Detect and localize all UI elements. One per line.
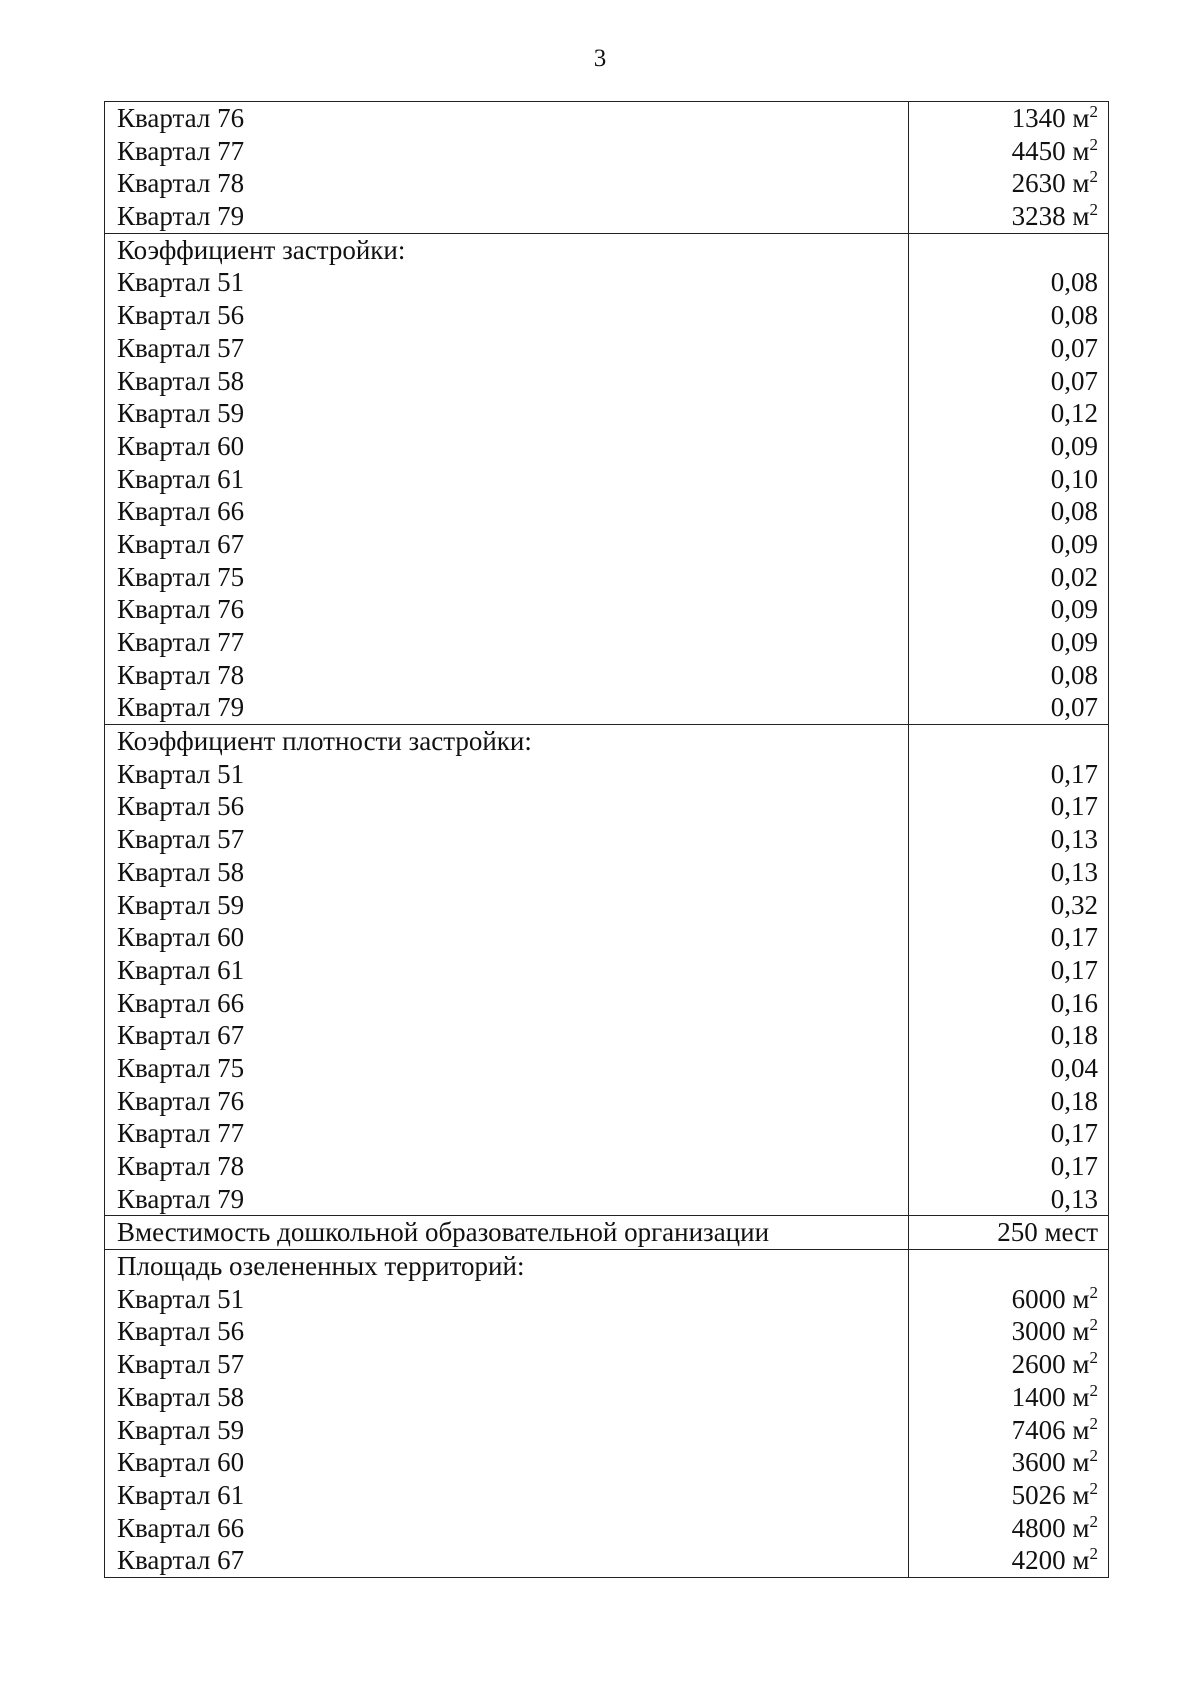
group-header: Коэффициент плотности застройки: [117, 726, 532, 757]
block-label: Квартал 56 [117, 300, 245, 331]
unit-superscript: 2 [1089, 1348, 1098, 1368]
value-text: 0,17 [1050, 954, 1098, 985]
block-value [909, 495, 1098, 528]
group-header-value: 250 мест [997, 1217, 1098, 1248]
value-text: 0,09 [1050, 594, 1098, 625]
block-value [909, 200, 1098, 233]
value-text: 0,13 [1050, 856, 1098, 887]
block-value [909, 463, 1098, 496]
block-label: Квартал 67 [117, 1020, 245, 1051]
value-text: 0,09 [1050, 528, 1098, 559]
block-value [909, 1315, 1098, 1348]
block-label: Квартал 76 [117, 594, 245, 625]
block-value [909, 954, 1098, 987]
block-label: Квартал 51 [117, 267, 245, 298]
value-text: 3600 м [1011, 1447, 1090, 1478]
block-label: Квартал 58 [117, 856, 245, 887]
block-label: Квартал 60 [117, 430, 245, 461]
value-text: 0,16 [1050, 987, 1098, 1018]
unit-superscript: 2 [1089, 1446, 1098, 1466]
block-label: Квартал 66 [117, 1512, 245, 1543]
block-value [909, 1085, 1098, 1118]
value-text: 0,13 [1050, 824, 1098, 855]
block-value [909, 1381, 1098, 1414]
group-header: Коэффициент застройки: [117, 234, 406, 265]
block-value [909, 266, 1098, 299]
value-text: 7406 м [1011, 1414, 1090, 1445]
indicator-value-cell [909, 1250, 1109, 1578]
block-value [909, 593, 1098, 626]
block-value [909, 135, 1098, 168]
block-label: Квартал 76 [117, 103, 245, 133]
block-value [909, 332, 1098, 365]
indicator-name-cell [105, 102, 909, 234]
block-label: Квартал 57 [117, 824, 245, 855]
block-label: Квартал 78 [117, 168, 245, 199]
group-header-value [909, 725, 1098, 758]
block-label: Квартал 79 [117, 1183, 245, 1214]
value-text: 2600 м [1011, 1349, 1090, 1380]
block-value [909, 1183, 1098, 1216]
page-number: 3 [593, 45, 607, 72]
block-label: Квартал 61 [117, 954, 245, 985]
block-value [909, 1512, 1098, 1545]
block-value [909, 823, 1098, 856]
block-value [909, 102, 1098, 135]
value-text: 0,17 [1050, 758, 1098, 789]
block-value [909, 365, 1098, 398]
block-value [909, 1117, 1098, 1150]
block-value [909, 167, 1098, 200]
block-label: Квартал 56 [117, 791, 245, 822]
block-label: Квартал 67 [117, 528, 245, 559]
value-text: 1340 м [1011, 103, 1090, 133]
value-text: 4200 м [1011, 1545, 1090, 1576]
value-text: 0,09 [1050, 430, 1098, 461]
value-text: 0,17 [1050, 791, 1098, 822]
group-header: Вместимость дошкольной образовательной организации [117, 1217, 770, 1248]
block-label: Квартал 78 [117, 659, 245, 690]
block-label: Квартал 60 [117, 1447, 245, 1478]
block-value [909, 921, 1098, 954]
block-value [909, 987, 1098, 1020]
block-label: Квартал 56 [117, 1316, 245, 1347]
block-label: Квартал 58 [117, 1381, 245, 1412]
value-text: 0,07 [1050, 332, 1098, 363]
block-value [909, 528, 1098, 561]
block-value [909, 1283, 1098, 1316]
block-value [909, 1479, 1098, 1512]
value-text: 0,09 [1050, 627, 1098, 657]
block-value [909, 1544, 1098, 1577]
block-label: Квартал 59 [117, 889, 245, 920]
block-value [909, 889, 1098, 922]
block-label: Квартал 79 [117, 201, 245, 232]
unit-superscript: 2 [1089, 102, 1098, 121]
indicator-name-cell [105, 1216, 909, 1250]
value-text: 0,17 [1050, 1151, 1098, 1181]
indicator-value-cell [909, 725, 1109, 1216]
block-label: Квартал 79 [117, 692, 245, 723]
value-text: 5026 м [1011, 1479, 1090, 1510]
indicator-name-cell [105, 725, 909, 1216]
block-label: Квартал 77 [117, 627, 245, 657]
block-value [909, 430, 1098, 463]
value-text: 0,04 [1050, 1052, 1098, 1083]
block-value [909, 691, 1098, 724]
value-text: 0,12 [1050, 398, 1098, 429]
value-text: 0,18 [1050, 1020, 1098, 1051]
value-text: 3000 м [1011, 1316, 1090, 1347]
value-text: 0,08 [1050, 300, 1098, 331]
unit-superscript: 2 [1089, 1315, 1098, 1335]
value-text: 0,10 [1050, 463, 1098, 494]
indicator-name-cell [105, 1250, 909, 1578]
block-value [909, 1414, 1098, 1447]
table-row-group [105, 233, 1109, 724]
indicator-value-cell [909, 1216, 1109, 1250]
value-text: 1400 м [1011, 1381, 1090, 1412]
value-text: 0,18 [1050, 1085, 1098, 1116]
block-value [909, 397, 1098, 430]
table-row-group [105, 102, 1109, 234]
block-value [909, 1019, 1098, 1052]
block-label: Квартал 60 [117, 922, 245, 953]
block-label: Квартал 66 [117, 987, 245, 1018]
block-label: Квартал 75 [117, 561, 245, 592]
value-text: 0,07 [1050, 692, 1098, 723]
block-value [909, 1446, 1098, 1479]
block-label: Квартал 66 [117, 496, 245, 527]
indicators-table [104, 101, 1109, 1578]
value-text: 2630 м [1011, 168, 1090, 199]
group-header-value [909, 1250, 1098, 1283]
block-label: Квартал 59 [117, 1414, 245, 1445]
value-text: 0,08 [1050, 496, 1098, 527]
block-label: Квартал 57 [117, 332, 245, 363]
block-value [909, 1150, 1098, 1183]
indicator-value-cell [909, 233, 1109, 724]
value-text: 3238 м [1011, 201, 1090, 232]
value-text: 0,07 [1050, 365, 1098, 396]
unit-superscript: 2 [1089, 200, 1098, 220]
table-row-group [105, 725, 1109, 1216]
block-label: Квартал 67 [117, 1545, 245, 1576]
group-header-value [909, 234, 1098, 267]
table-body [105, 102, 1109, 1578]
value-text: 0,13 [1050, 1183, 1098, 1214]
value-text: 0,17 [1050, 1118, 1098, 1149]
unit-superscript: 2 [1089, 1478, 1098, 1498]
block-value [909, 856, 1098, 889]
block-label: Квартал 51 [117, 758, 245, 789]
block-label: Квартал 78 [117, 1151, 245, 1181]
unit-superscript: 2 [1089, 1380, 1098, 1400]
indicator-value-cell [909, 102, 1109, 234]
value-text: 0,08 [1050, 267, 1098, 298]
unit-superscript: 2 [1089, 1282, 1098, 1302]
unit-superscript: 2 [1089, 1544, 1098, 1564]
unit-superscript: 2 [1089, 134, 1098, 154]
block-label: Квартал 75 [117, 1052, 245, 1083]
block-value [909, 758, 1098, 791]
block-label: Квартал 61 [117, 463, 245, 494]
block-value [909, 790, 1098, 823]
table-row-group [105, 1216, 1109, 1250]
block-value [909, 561, 1098, 594]
unit-superscript: 2 [1089, 1511, 1098, 1531]
group-header: Площадь озелененных территорий: [117, 1251, 525, 1282]
value-text: 0,08 [1050, 659, 1098, 690]
block-value [909, 299, 1098, 332]
value-text: 0,17 [1050, 922, 1098, 953]
block-label: Квартал 59 [117, 398, 245, 429]
block-label: Квартал 61 [117, 1479, 245, 1510]
value-text: 0,32 [1050, 889, 1098, 920]
block-label: Квартал 57 [117, 1349, 245, 1380]
value-text: 4800 м [1011, 1512, 1090, 1543]
block-label: Квартал 76 [117, 1085, 245, 1116]
block-label: Квартал 77 [117, 1118, 245, 1149]
indicator-name-cell [105, 233, 909, 724]
unit-superscript: 2 [1089, 167, 1098, 187]
table-row-group [105, 1250, 1109, 1578]
value-text: 0,02 [1050, 561, 1098, 592]
value-text: 6000 м [1011, 1283, 1090, 1314]
block-value [909, 659, 1098, 692]
block-value [909, 1348, 1098, 1381]
block-value [909, 1052, 1098, 1085]
block-value [909, 626, 1098, 659]
unit-superscript: 2 [1089, 1413, 1098, 1433]
value-text: 4450 м [1011, 135, 1090, 166]
block-label: Квартал 51 [117, 1283, 245, 1314]
block-label: Квартал 77 [117, 135, 245, 166]
block-label: Квартал 58 [117, 365, 245, 396]
